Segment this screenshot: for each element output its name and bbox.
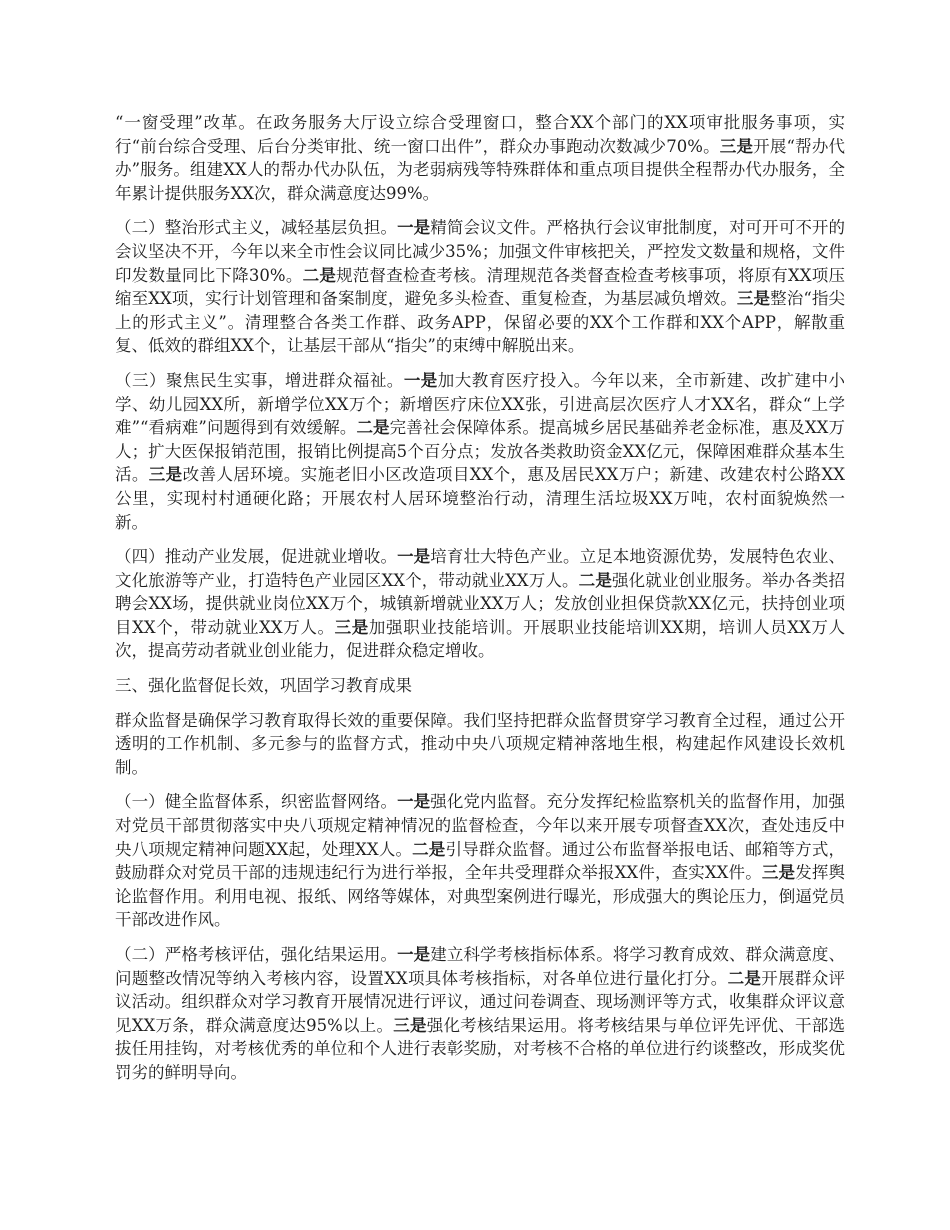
emphasis-marker: 一是 [397, 218, 431, 238]
emphasis-marker: 三是 [393, 1015, 427, 1035]
emphasis-marker: 三是 [719, 136, 754, 156]
emphasis-marker: 二是 [356, 418, 390, 438]
paragraph-text: 开展群众评议活动。组织群众对学习教育开展情况进行评议，通过问卷调查、现场测评等方式，收集群众评议意见XX万条，群众满意度达95%以上。 [115, 968, 846, 1035]
body-paragraph [115, 216, 845, 358]
paragraph-text: 群众监督是确保学习教育取得长效的重要保障。我们坚持把群众监督贯穿学习教育全过程，通过公开透明的工作机制、多元参与的监督方式，推动中央八项规定精神落地生根，构建起作风建设长效机制。 [115, 710, 845, 777]
emphasis-marker: 二是 [578, 570, 612, 590]
paragraph-text: 发挥舆论监督作用。利用电视、报纸、网络等媒体，对典型案例进行曝光，形成强大的舆论压力，倒逼党员干部改进作风。 [115, 863, 845, 930]
document-body [115, 111, 845, 1096]
emphasis-marker: 一是 [403, 370, 438, 390]
paragraph-text: 引导群众监督。通过公布监督举报电话、邮箱等方式，鼓励群众对党员干部的违规违纪行为进行举报，全年共受理群众举报XX件，查实XX件。 [115, 839, 845, 883]
body-paragraph [115, 943, 845, 1085]
body-paragraph [115, 369, 845, 534]
paragraph-text: 精简会议文件。严格执行会议审批制度，对可开可不开的会议坚决不开，今年以来全市性会议同比减少35%；加强文件审核把关，严控发文数量和规格，文件印发数量同比下降30%。 [115, 218, 846, 285]
paragraph-text: 规范督查检查考核。清理规范各类督查检查考核事项，将原有XX项压缩至XX项，实行计划管理和备案制度，避免多头检查、重复检查，为基层减负增效。 [115, 265, 845, 309]
emphasis-marker: 三是 [761, 863, 796, 883]
paragraph-text: 完善社会保障体系。提高城乡居民基础养老金标准，惠及XX万人；扩大医保报销范围，报销比例提高5个百分点；发放各类救助资金XX亿元，保障困难群众基本生活。 [115, 418, 845, 485]
paragraph-text: 三、强化监督促长效，巩固学习教育成果 [115, 676, 412, 696]
paragraph-text: 加大教育医疗投入。今年以来，全市新建、改扩建中小学、幼儿园XX所，新增学位XX万个；新增医疗床位XX张，引进高层次医疗人才XX名，群众“上学难”“看病难”问题得到有效缓解。 [115, 370, 846, 438]
paragraph-text: （二）整治形式主义，减轻基层负担。 [115, 218, 398, 238]
paragraph-text: 改善人居环境。实施老旧小区改造项目XX个，惠及居民XX万户；新建、改建农村公路XX公里，实现村村通硬化路；开展农村人居环境整治行动，清理生活垃圾XX万吨，农村面貌焕然一新。 [115, 465, 845, 532]
paragraph-text: 整治“指尖上的形式主义”。清理整合各类工作群、政务APP，保留必要的XX个工作群和XX个APP，解散重复、低效的群组XX个，让基层干部从“指尖”的束缚中解脱出来。 [115, 289, 846, 356]
body-paragraph [115, 709, 845, 780]
emphasis-marker: 二是 [727, 968, 762, 988]
section-heading [115, 674, 845, 698]
paragraph-text: 培育壮大特色产业。立足本地资源优势，发展特色农业、文化旅游等产业，打造特色产业园区XX个，带动就业XX万人。 [115, 547, 846, 590]
emphasis-marker: 一是 [397, 945, 431, 964]
paragraph-text: （四）推动产业发展，促进就业增收。 [115, 547, 398, 567]
paragraph-text: （三）聚焦民生实事，增进群众福祉。 [115, 370, 404, 390]
paragraph-text: 开展“帮办代办”服务。组建XX人的帮办代办队伍，为老弱病残等特殊群体和重点项目提供全程帮办代办服务，全年累计提供服务XX次，群众满意度达99%。 [115, 136, 846, 203]
paragraph-text: “一窗受理”改革。在政务服务大厅设立综合受理窗口，整合XX个部门的XX项审批服务事项，实行“前台综合受理、后台分类审批、统一窗口出件”，群众办事跑动次数减少70%。 [115, 113, 845, 156]
emphasis-marker: 二是 [302, 265, 337, 285]
body-paragraph [115, 111, 845, 205]
emphasis-marker: 三是 [334, 617, 369, 637]
paragraph-text: （一）健全监督体系，织密监督网络。 [115, 792, 398, 812]
body-paragraph [115, 545, 845, 663]
emphasis-marker: 二是 [412, 839, 446, 859]
paragraph-text: （二）严格考核评估，强化结果运用。 [115, 945, 398, 964]
body-paragraph [115, 790, 845, 932]
emphasis-marker: 一是 [397, 792, 431, 812]
emphasis-marker: 三是 [148, 465, 183, 485]
paragraph-text: 强化就业创业服务。举办各类招聘会XX场，提供就业岗位XX万个，城镇新增就业XX万人；发放创业担保贷款XX亿元，扶持创业项目XX个，带动就业XX万人。 [115, 570, 845, 637]
paragraph-text: 建立科学考核指标体系。将学习教育成效、群众满意度、问题整改情况等纳入考核内容，设置XX项具体考核指标，对各单位进行量化打分。 [115, 945, 846, 988]
emphasis-marker: 三是 [736, 289, 771, 309]
paragraph-text: 强化考核结果运用。将考核结果与单位评先评优、干部选拔任用挂钩，对考核优秀的单位和个人进行表彰奖励，对考核不合格的单位进行约谈整改，形成奖优罚劣的鲜明导向。 [115, 1015, 846, 1082]
emphasis-marker: 一是 [397, 547, 431, 567]
paragraph-text: 加强职业技能培训。开展职业技能培训XX期，培训人员XX万人次，提高劳动者就业创业能力，促进群众稳定增收。 [115, 617, 845, 661]
paragraph-text: 强化党内监督。充分发挥纪检监察机关的监督作用，加强对党员干部贯彻落实中央八项规定精神情况的监督检查，今年以来开展专项督查XX次，查处违反中央八项规定精神问题XX起，处理XX人。 [115, 792, 846, 859]
